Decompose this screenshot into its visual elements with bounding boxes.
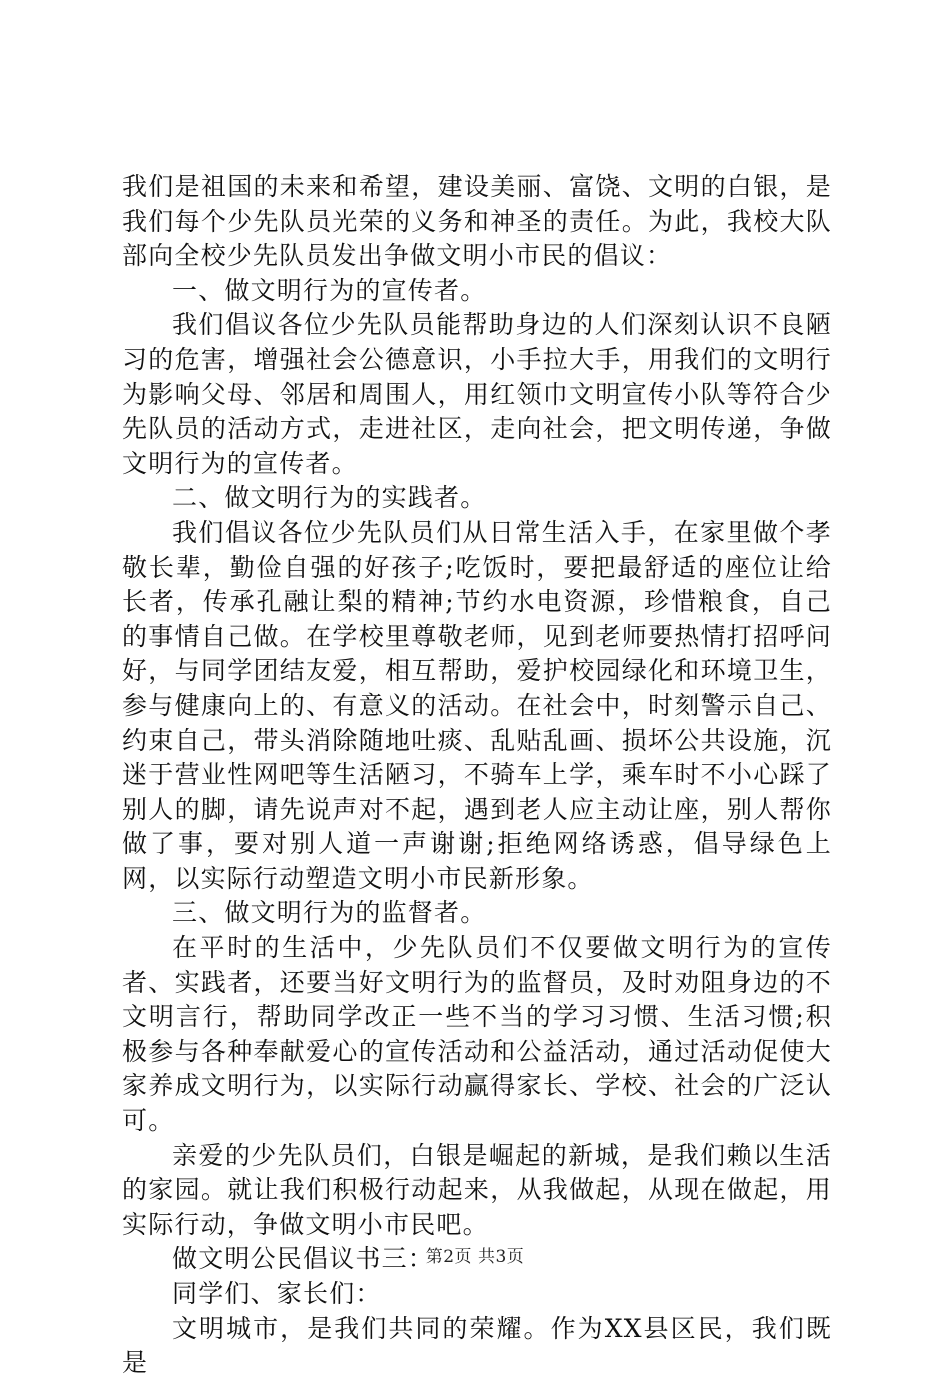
salutation: 同学们、家长们： <box>172 1279 382 1308</box>
paragraph: 我们倡议各位少先队员能帮助身边的人们深刻认识不良陋习的危害，增强社会公德意识，小手拉大手，用我们的文明行为影响父母、邻居和周围人，用红领巾文明宣传小队等符合少先队员的活动方式，走进社区，走向社会，把文明传递，争做文明行为的宣传者。 <box>122 310 832 478</box>
paragraph: 文明城市，是我们共同的荣耀。作为XX县区民，我们既是 <box>122 1313 832 1378</box>
page-footer: 第2页 共3页 <box>425 1247 525 1267</box>
paragraph: 亲爱的少先队员们，白银是崛起的新城，是我们赖以生活的家园。就让我们积极行动起来，从我做起，从现在做起，用实际行动，争做文明小市民吧。 <box>122 1140 832 1239</box>
paragraph: 在平时的生活中，少先队员们不仅要做文明行为的宣传者、实践者，还要当好文明行为的监督员，及时劝阻身边的不文明言行，帮助同学改正一些不当的学习习惯、生活习惯;积极参与各种奉献爱心的宣传活动和公益活动，通过活动促使大家养成文明行为，以实际行动赢得家长、学校、社会的广泛认可。 <box>122 933 832 1136</box>
document-body <box>122 170 832 1381</box>
section-heading-3: 三、做文明行为的监督者。 <box>172 898 487 928</box>
section-heading-1: 一、做文明行为的宣传者。 <box>172 275 487 305</box>
section-heading-2: 二、做文明行为的实践者。 <box>172 483 487 513</box>
paragraph: 我们倡议各位少先队员们从日常生活入手，在家里做个孝敬长辈，勤俭自强的好孩子;吃饭时，要把最舒适的座位让给长者，传承孔融让梨的精神;节约水电资源，珍惜粮食，自己的事情自己做。在学校里尊敬老师，见到老师要热情打招呼问好，与同学团结友爱，相互帮助，爱护校园绿化和环境卫生，参与健康向上的、有意义的活动。在社会中，时刻警示自己、约束自己，带头消除随地吐痰、乱贴乱画、损坏公共设施，沉迷于营业性网吧等生活陋习，不骑车上学，乘车时不小心踩了别人的脚，请先说声对不起，遇到老人应主动让座，别人帮你做了事，要对别人道一声谢谢;拒绝网络诱惑，倡导绿色上网，以实际行动塑造文明小市民新形象。 <box>122 517 832 893</box>
paragraph: 我们是祖国的未来和希望，建设美丽、富饶、文明的白银，是我们每个少先队员光荣的义务和神圣的责任。为此，我校大队部向全校少先队员发出争做文明小市民的倡议： <box>122 172 832 271</box>
document-subtitle: 做文明公民倡议书三： <box>172 1244 435 1274</box>
